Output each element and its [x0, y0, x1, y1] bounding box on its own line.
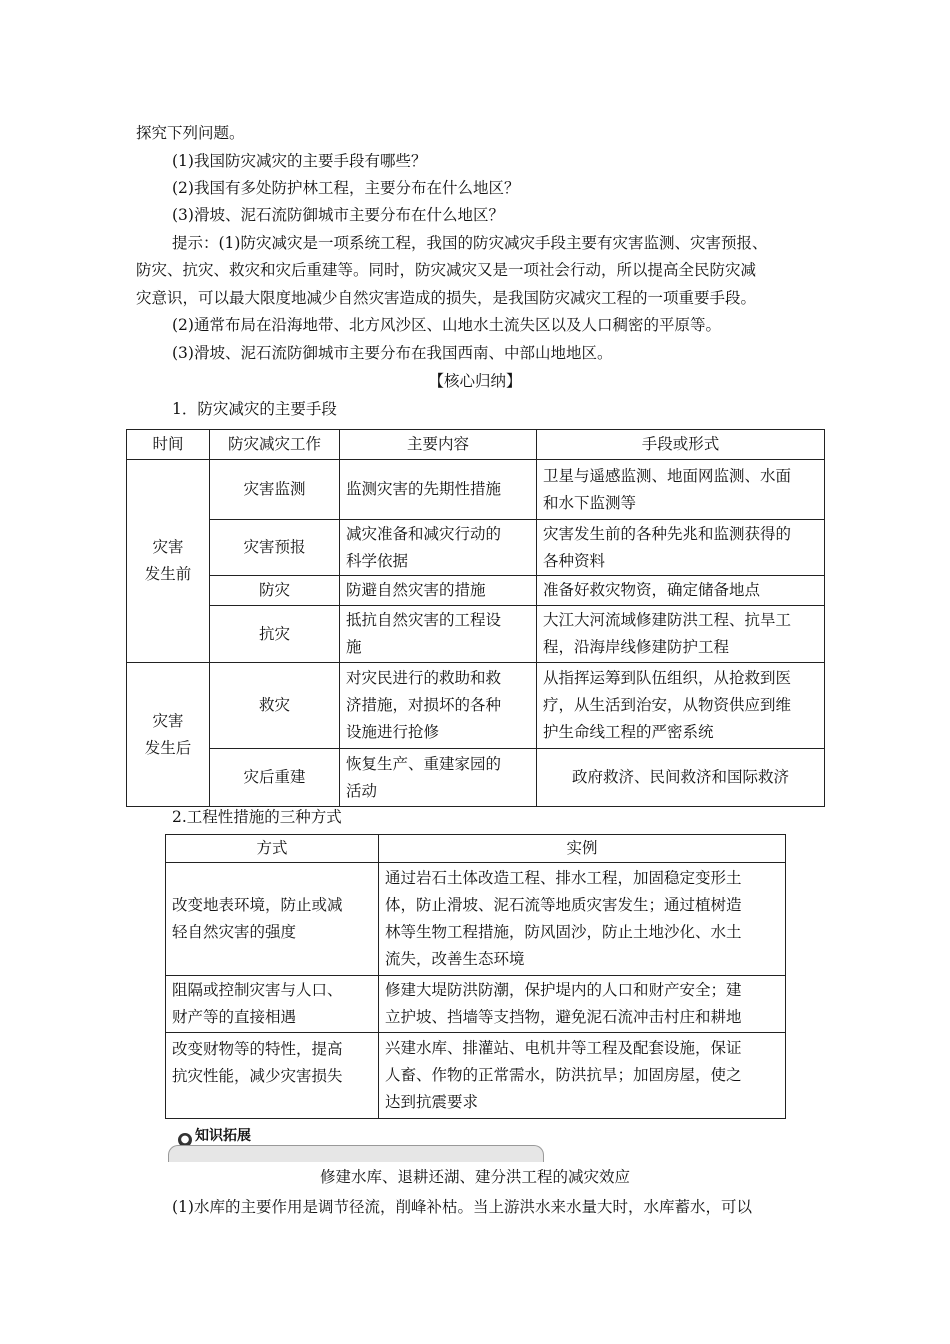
example-line: 修建大堤防洪防潮，保护堤内的人口和财产安全；建 [385, 981, 742, 999]
intro-lead: 探究下列问题。 [136, 124, 245, 142]
way-cell [166, 863, 379, 976]
header-means: 手段或形式 [537, 430, 825, 460]
extension-line-1: (1)水库的主要作用是调节径流，削峰补枯。当上游洪水来水量大时，水库蓄水，可以 [172, 1198, 752, 1216]
table-header-row [127, 430, 825, 460]
way-line: 改变财物等的特性，提高 [172, 1040, 343, 1058]
section-2-title: 2.工程性措施的三种方式 [172, 808, 342, 826]
header-time: 时间 [127, 430, 210, 460]
work-cell: 救灾 [210, 663, 340, 749]
table-row [127, 520, 825, 576]
example-cell [379, 1033, 786, 1119]
table-row [127, 749, 825, 807]
hint-line-3: 灾意识，可以最大限度地减少自然灾害造成的损失，是我国防灾减灾工程的一项重要手段。 [136, 289, 757, 307]
example-line: 体，防止滑坡、泥石流等地质灾害发生；通过植树造 [385, 896, 742, 914]
extension-title: 修建水库、退耕还湖、建分洪工程的减灾效应 [319, 1168, 630, 1186]
example-line: 流失，改善生态环境 [385, 950, 525, 968]
means-line: 大江大河流域修建防洪工程、抗旱工 [543, 611, 792, 629]
hint-line-1: 提示：(1)防灾减灾是一项系统工程，我国的防灾减灾手段主要有灾害监测、灾害预报、 [172, 234, 768, 252]
way-line: 轻自然灾害的强度 [172, 923, 297, 941]
example-cell [379, 863, 786, 976]
content-line: 抵抗自然灾害的工程设 [346, 611, 502, 629]
example-line: 林等生物工程措施，防风固沙，防止土地沙化、水土 [385, 923, 742, 941]
way-line: 改变地表环境，防止或减 [172, 896, 343, 914]
header-way: 方式 [166, 835, 379, 863]
means-line: 程，沿海岸线修建防护工程 [543, 638, 730, 656]
means-line: 护生命线工程的严密系统 [543, 723, 714, 741]
period-before-line-2: 发生前 [144, 565, 192, 583]
means-line: 各种资料 [543, 551, 606, 570]
means-cell [537, 460, 825, 520]
knowledge-extension-tab [178, 1125, 278, 1147]
table-row [127, 606, 825, 663]
question-1: (1)我国防灾减灾的主要手段有哪些？ [172, 152, 427, 170]
period-after-cell [127, 663, 210, 807]
way-cell [166, 1033, 379, 1119]
knowledge-extension-label: 知识拓展 [195, 1128, 251, 1144]
means-cell [537, 606, 825, 663]
content-line: 活动 [346, 781, 378, 800]
content-cell [340, 606, 537, 663]
period-before-line-1: 灾害 [152, 538, 184, 556]
example-cell [379, 976, 786, 1033]
content-line: 济措施，对损坏的各种 [346, 696, 502, 714]
table-row [127, 460, 825, 520]
way-line: 阻隔或控制灾害与人口、 [172, 981, 343, 999]
question-3: (3)滑坡、泥石流防御城市主要分布在什么地区？ [172, 206, 504, 224]
way-cell [166, 976, 379, 1033]
banner-bar [168, 1145, 544, 1162]
content-line: 科学依据 [346, 551, 409, 570]
core-summary-title: 【核心归纳】 [428, 372, 522, 390]
example-line: 达到抗震要求 [385, 1093, 479, 1111]
question-2: (2)我国有多处防护林工程，主要分布在什么地区？ [172, 179, 520, 197]
content-cell [340, 520, 537, 576]
answer-3: (3)滑坡、泥石流防御城市主要分布在我国西南、中部山地地区。 [172, 344, 613, 362]
way-line: 抗灾性能，减少灾害损失 [172, 1067, 343, 1085]
example-line: 人畜、作物的正常需水，防洪抗旱；加固房屋，使之 [385, 1066, 742, 1084]
work-cell: 灾害监测 [210, 460, 340, 520]
means-cell: 准备好救灾物资，确定储备地点 [537, 576, 825, 606]
header-example: 实例 [379, 835, 786, 863]
period-before-cell [127, 460, 210, 663]
table-row [127, 663, 825, 749]
means-cell: 政府救济、民间救济和国际救济 [537, 749, 825, 807]
work-cell: 灾害预报 [210, 520, 340, 576]
content-line: 施 [346, 638, 362, 656]
table-header-row [166, 835, 786, 863]
work-cell: 灾后重建 [210, 749, 340, 807]
section-1-title: 1．防灾减灾的主要手段 [172, 400, 337, 418]
knowledge-extension-banner [168, 1123, 544, 1163]
content-line: 恢复生产、重建家园的 [346, 754, 502, 773]
means-line: 卫星与遥感监测、地面网监测、水面 [543, 466, 792, 485]
table-row [127, 576, 825, 606]
table-row [166, 1033, 786, 1119]
means-cell [537, 663, 825, 749]
work-cell: 抗灾 [210, 606, 340, 663]
table-row [166, 863, 786, 976]
content-cell [340, 663, 537, 749]
example-line: 立护坡、挡墙等支挡物，避免泥石流冲击村庄和耕地 [385, 1008, 742, 1026]
content-cell: 监测灾害的先期性措施 [340, 460, 537, 520]
header-content: 主要内容 [340, 430, 537, 460]
means-line: 和水下监测等 [543, 493, 637, 512]
disaster-measures-table [126, 429, 825, 807]
example-line: 兴建水库、排灌站、电机井等工程及配套设施，保证 [385, 1039, 742, 1057]
example-line: 通过岩石土体改造工程、排水工程，加固稳定变形土 [385, 869, 742, 887]
content-line: 减灾准备和减灾行动的 [346, 524, 502, 543]
period-after-line-2: 发生后 [144, 738, 192, 757]
period-after-line-1: 灾害 [152, 711, 184, 730]
table-row [166, 976, 786, 1033]
content-cell: 防避自然灾害的措施 [340, 576, 537, 606]
means-line: 灾害发生前的各种先兆和监测获得的 [543, 524, 792, 543]
content-line: 对灾民进行的救助和救 [346, 669, 502, 687]
header-work: 防灾减灾工作 [210, 430, 340, 460]
answer-2: (2)通常布局在沿海地带、北方风沙区、山地水土流失区以及人口稠密的平原等。 [172, 316, 721, 334]
hint-line-2: 防灾、抗灾、救灾和灾后重建等。同时，防灾减灾又是一项社会行动，所以提高全民防灾减 [136, 261, 757, 279]
content-cell [340, 749, 537, 807]
way-line: 财产等的直接相遇 [172, 1008, 297, 1026]
work-cell: 防灾 [210, 576, 340, 606]
means-cell [537, 520, 825, 576]
means-line: 疗，从生活到治安，从物资供应到维 [543, 696, 792, 714]
content-line: 设施进行抢修 [346, 723, 440, 741]
engineering-measures-table [165, 834, 786, 1119]
means-line: 从指挥运筹到队伍组织，从抢救到医 [543, 669, 792, 687]
circle-icon: ● [178, 1133, 192, 1147]
